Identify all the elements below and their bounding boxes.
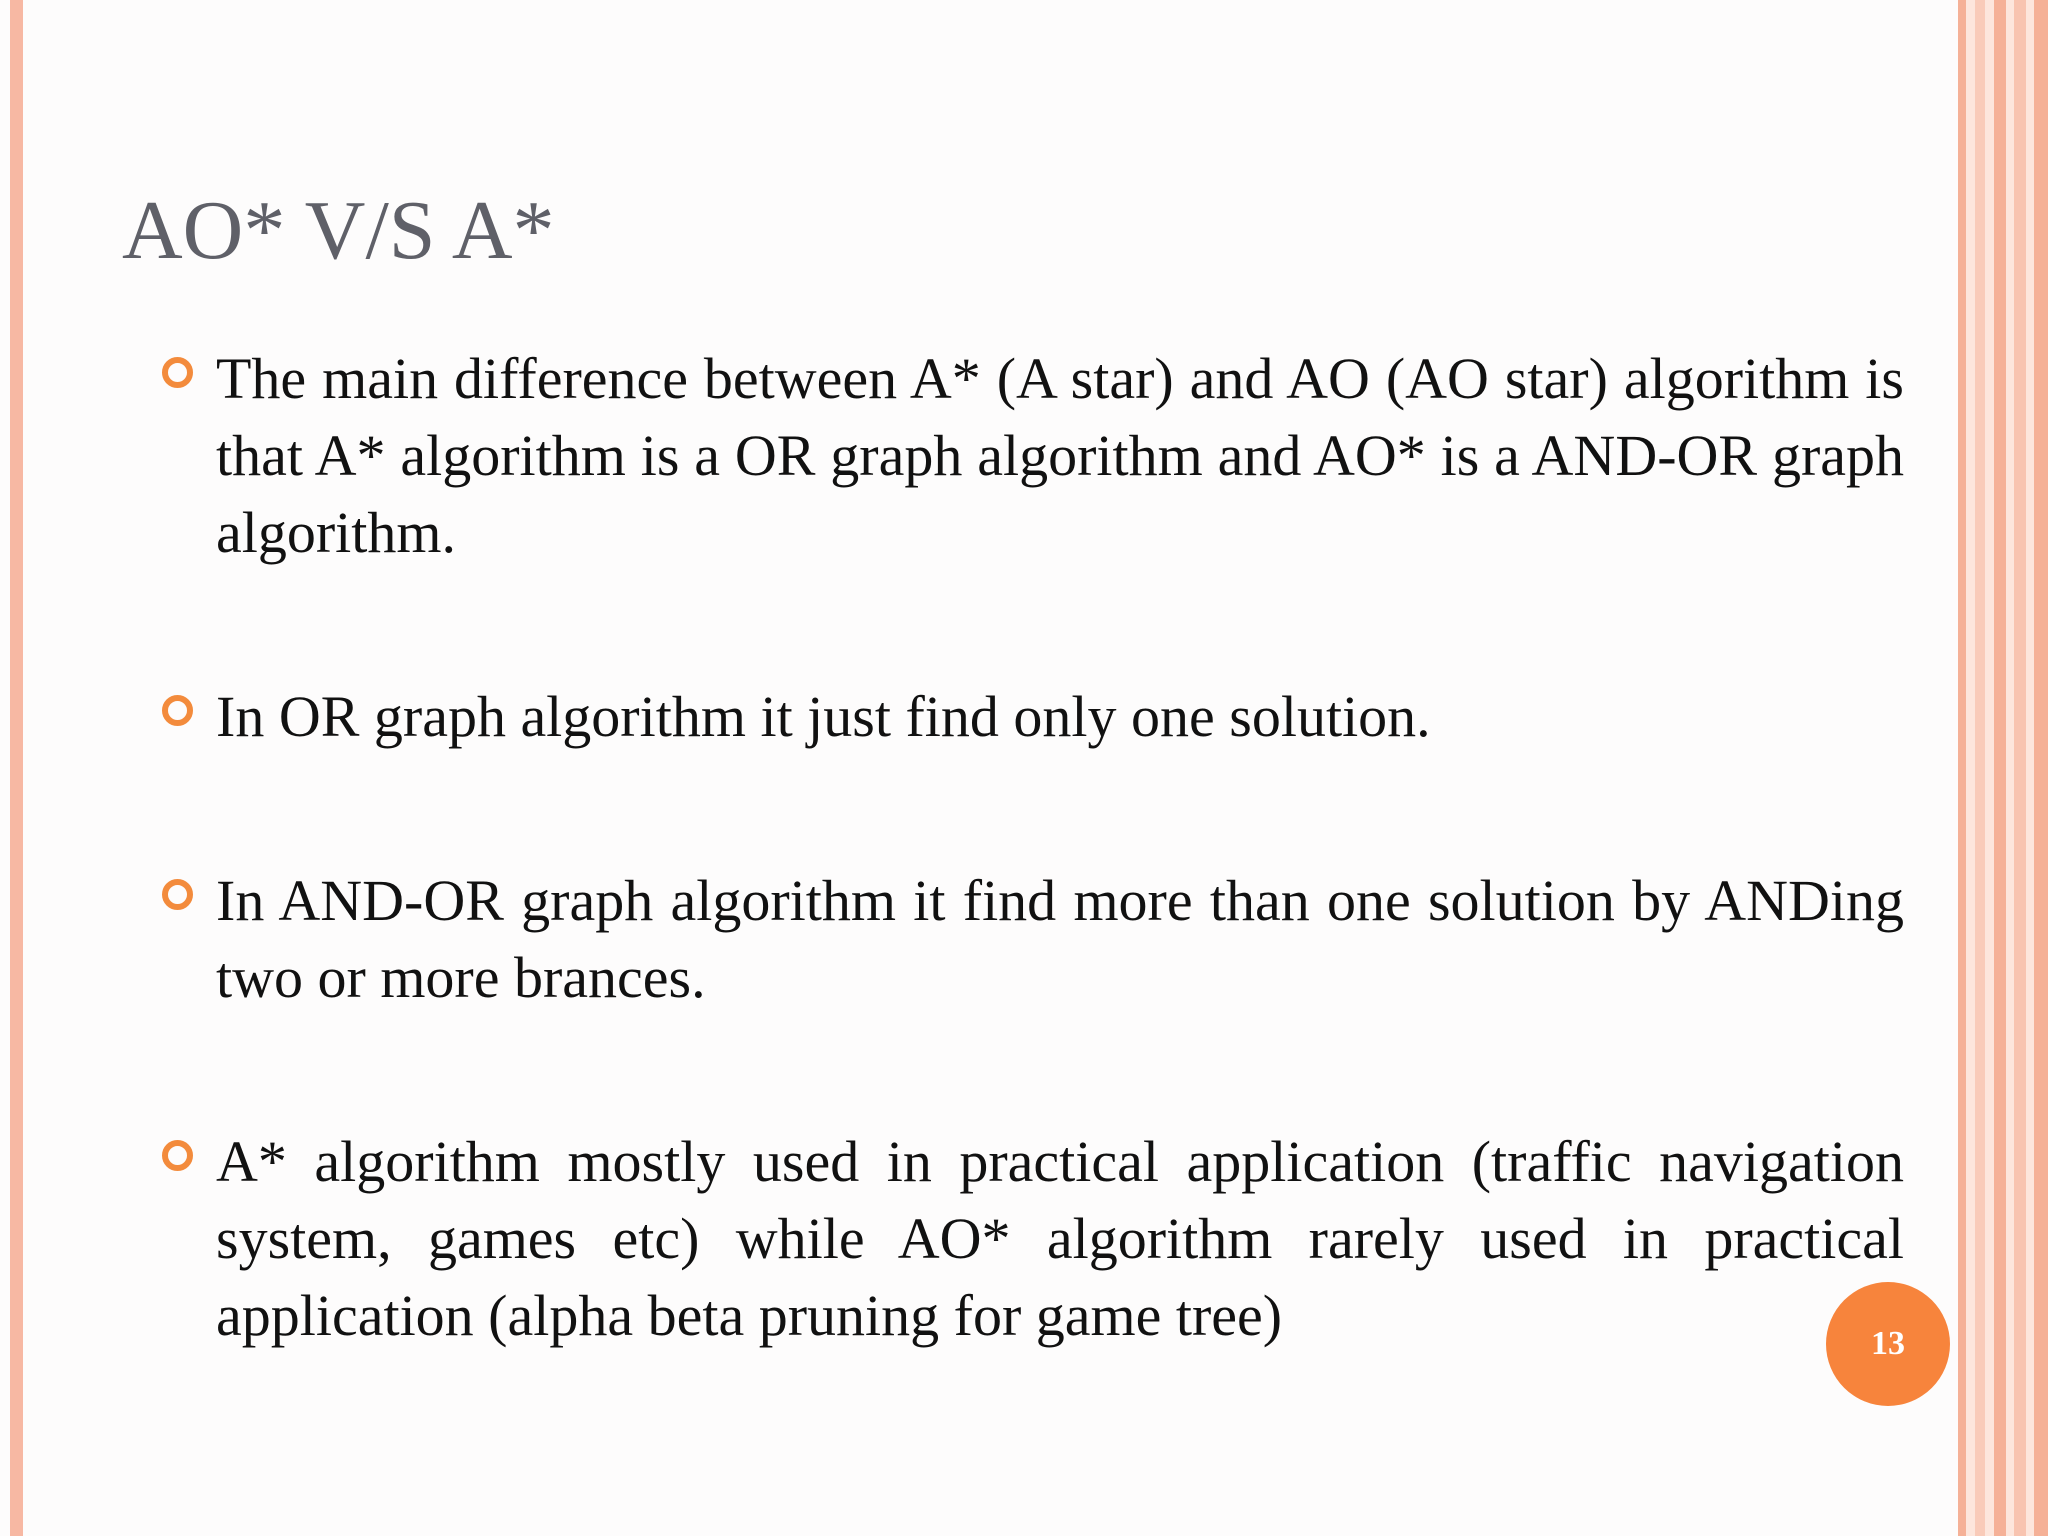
bullet-text: In AND-OR graph algorithm it find more than one solution by ANDing two or more brances. xyxy=(216,868,1904,1010)
right-stripe xyxy=(2034,0,2048,1536)
right-stripe xyxy=(1994,0,2006,1536)
bullet-circle-icon xyxy=(162,695,193,726)
bullet-item xyxy=(162,340,1904,571)
right-stripe xyxy=(2014,0,2026,1536)
bullet-circle-icon xyxy=(162,1140,193,1171)
bullet-item xyxy=(162,678,1904,755)
slide-title: AO* V/S A* xyxy=(122,184,555,277)
right-stripe xyxy=(1958,0,1966,1536)
bullet-text: A* algorithm mostly used in practical application (traffic navigation system, games etc) while AO* algorithm rarely used in practical application (alpha beta pruning for game tree) xyxy=(216,1129,1904,1348)
bullet-circle-icon xyxy=(162,357,193,388)
page-number-badge: 13 xyxy=(1826,1282,1950,1406)
bullet-list xyxy=(162,340,1904,1354)
bullet-text: The main difference between A* (A star) and AO (AO star) algorithm is that A* algorithm is a OR graph algorithm and AO* is a AND-OR graph algorithm. xyxy=(216,346,1904,565)
bullet-circle-icon xyxy=(162,879,193,910)
right-stripe xyxy=(1975,0,1985,1536)
left-decorative-stripe xyxy=(10,0,23,1536)
bullet-item xyxy=(162,862,1904,1016)
bullet-item xyxy=(162,1123,1904,1354)
bullet-text: In OR graph algorithm it just find only one solution. xyxy=(216,684,1431,749)
